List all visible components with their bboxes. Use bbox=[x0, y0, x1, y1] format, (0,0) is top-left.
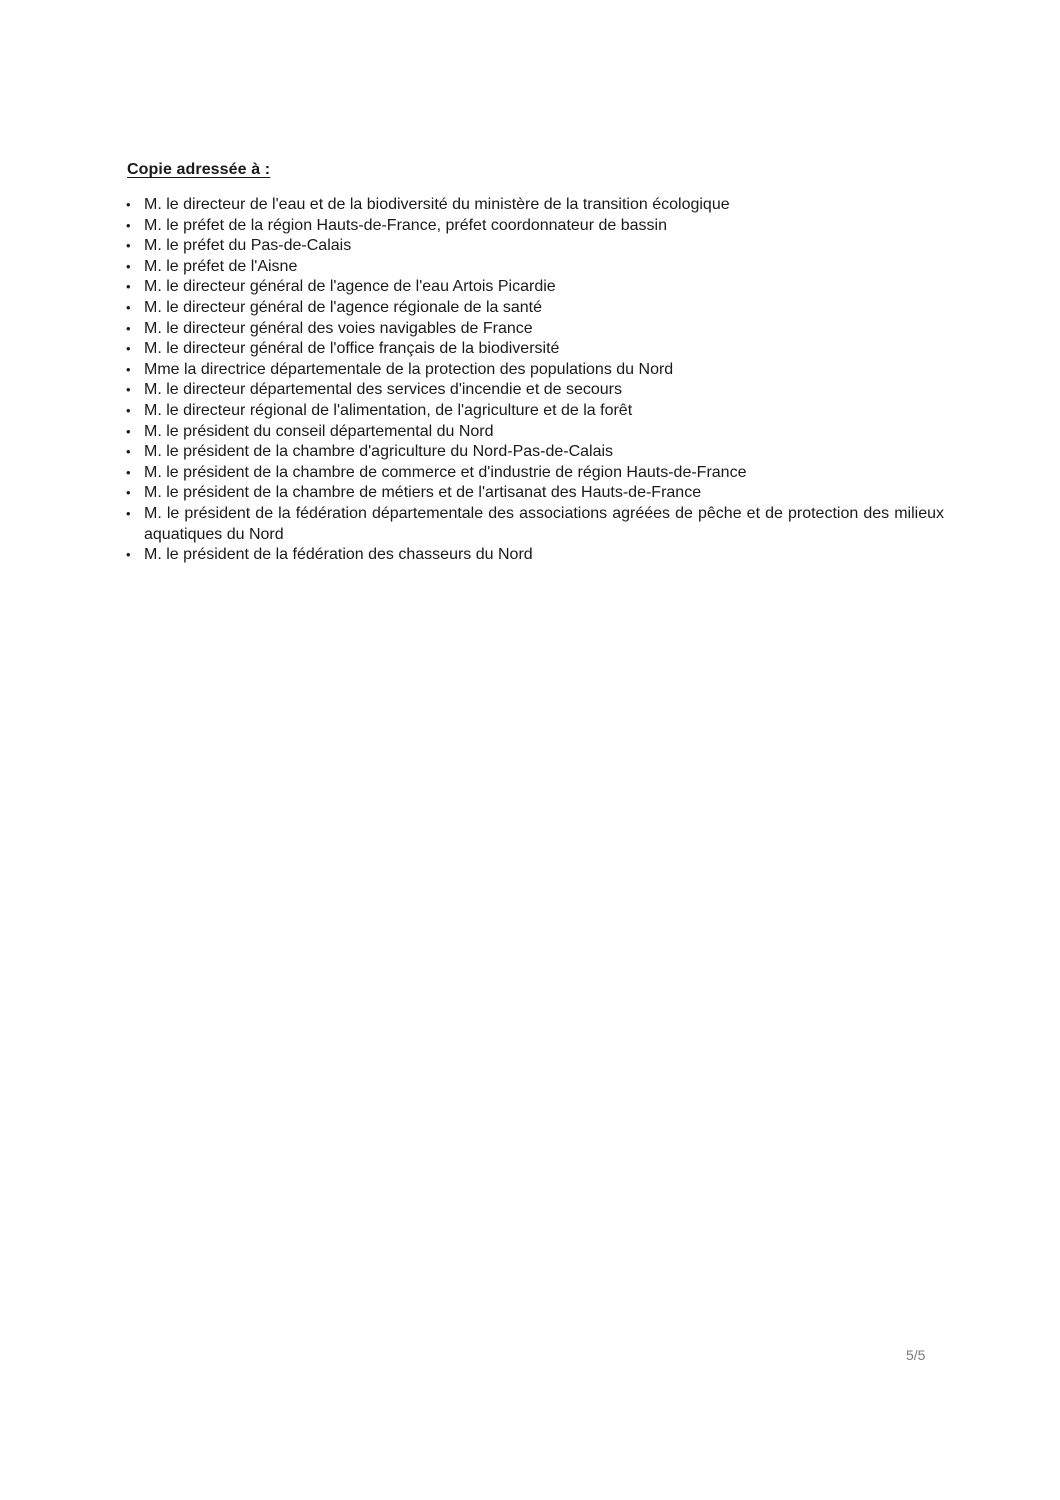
list-item: • M. le directeur général de l'office français de la biodiversité bbox=[124, 339, 944, 360]
list-item: • M. le directeur départemental des services d'incendie et de secours bbox=[124, 380, 944, 401]
page-number: 5/5 bbox=[906, 1347, 926, 1363]
list-item: • M. le directeur général de l'agence régionale de la santé bbox=[124, 298, 944, 319]
list-item: • M. le président de la fédération des chasseurs du Nord bbox=[124, 545, 944, 566]
recipient-list bbox=[124, 195, 944, 566]
copy-recipients-heading: Copie adressée à : bbox=[127, 161, 271, 178]
list-item: • M. le préfet de l'Aisne bbox=[124, 257, 944, 278]
list-item: • M. le directeur général de l'agence de l'eau Artois Picardie bbox=[124, 277, 944, 298]
list-item: • M. le préfet de la région Hauts-de-France, préfet coordonnateur de bassin bbox=[124, 216, 944, 237]
list-item: • M. le préfet du Pas-de-Calais bbox=[124, 236, 944, 257]
list-item: • Mme la directrice départementale de la protection des populations du Nord bbox=[124, 360, 944, 381]
list-item: • M. le président de la chambre de métiers et de l'artisanat des Hauts-de-France bbox=[124, 483, 944, 504]
list-item: • M. le directeur général des voies navigables de France bbox=[124, 319, 944, 340]
list-item: • M. le président de la chambre d'agriculture du Nord-Pas-de-Calais bbox=[124, 442, 944, 463]
list-item: • M. le président du conseil départemental du Nord bbox=[124, 422, 944, 443]
list-item: • M. le directeur de l'eau et de la biodiversité du ministère de la transition écologique bbox=[124, 195, 944, 216]
list-item: • M. le président de la fédération départementale des associations agréées de pêche et de protection des milieux aquatiques du Nord bbox=[124, 504, 944, 545]
list-item: • M. le président de la chambre de commerce et d'industrie de région Hauts-de-France bbox=[124, 463, 944, 484]
list-item: • M. le directeur régional de l'alimentation, de l'agriculture et de la forêt bbox=[124, 401, 944, 422]
